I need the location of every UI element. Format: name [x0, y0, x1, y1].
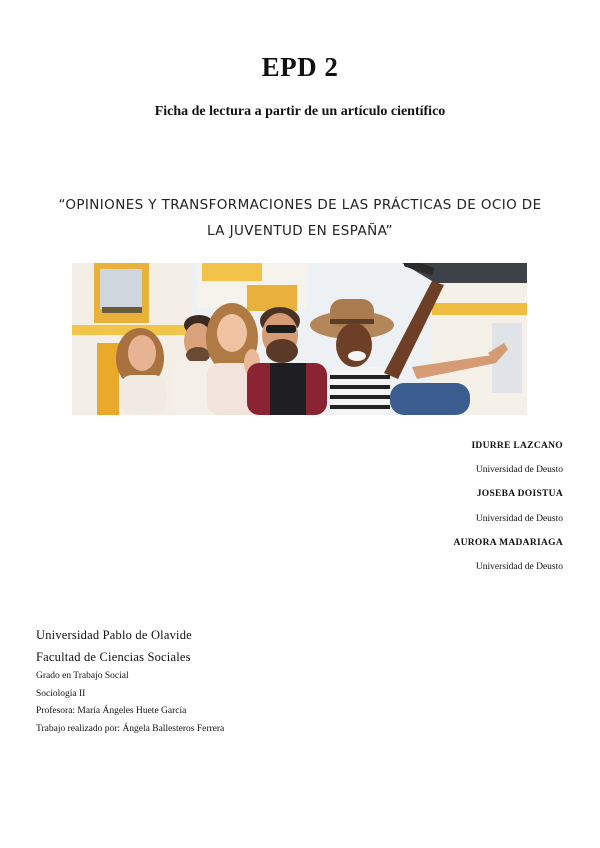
university-name: Universidad Pablo de Olavide [36, 628, 192, 642]
author-name: JOSEBA DOISTUA [476, 489, 563, 500]
authors-block [453, 434, 563, 579]
author-name: IDURRE LAZCANO [471, 441, 563, 451]
degree-name: Grado en Trabajo Social [36, 671, 129, 681]
author-affiliation: Universidad de Deusto [475, 562, 563, 573]
course-info [36, 624, 224, 738]
work-author: Trabajo realizado por: Ángela Ballesteros Ferrera [36, 723, 225, 734]
article-title [36, 192, 564, 244]
author-name: AURORA MADARIAGA [453, 537, 563, 548]
cover-photo [72, 263, 527, 415]
document-title: EPD 2 [261, 52, 339, 82]
subject-name: Sociología II [36, 688, 86, 699]
author-affiliation: Universidad de Deusto [475, 513, 563, 524]
professor-name: Profesora: María Ángeles Huete García [36, 706, 187, 717]
document-subtitle: Ficha de lectura a partir de un artículo científico [154, 104, 446, 119]
author-affiliation: Universidad de Deusto [475, 465, 563, 476]
article-title-line-1: “OPINIONES Y TRANSFORMACIONES DE LAS PRÁCTICAS DE OCIO DE [58, 197, 542, 213]
article-title-line-2: LA JUVENTUD EN ESPAÑA” [207, 223, 393, 239]
faculty-name: Facultad de Ciencias Sociales [36, 650, 191, 664]
